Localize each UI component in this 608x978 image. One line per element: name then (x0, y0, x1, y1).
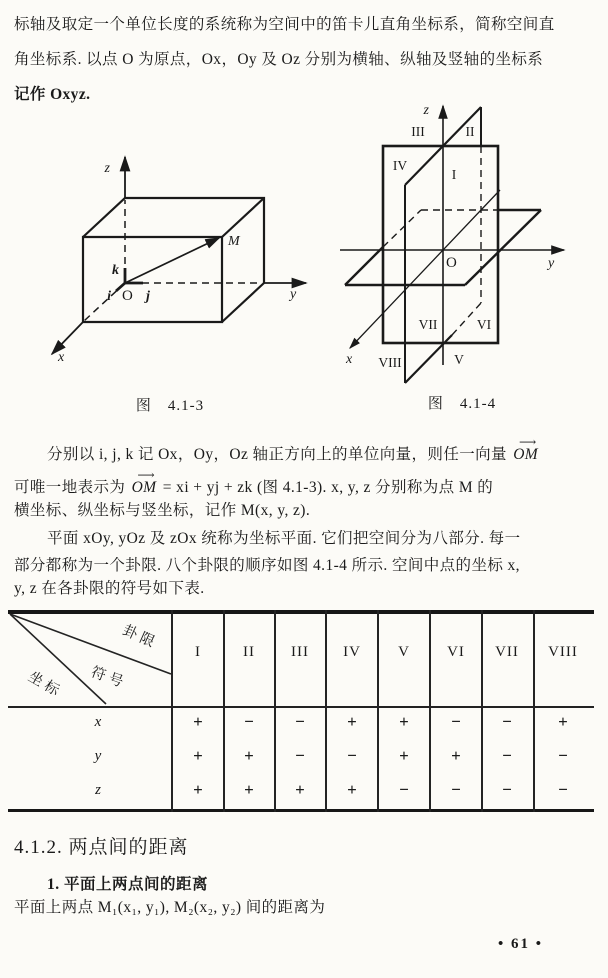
corner-label-sign: 符号 (88, 664, 129, 693)
column-header: V (398, 644, 410, 660)
column-divider (377, 610, 379, 812)
section-sub2: 平面上两点 M₁(x₁, y₁), M₂(x₂, y₂) 间的距离为 (14, 899, 326, 916)
column-header: VIII (548, 644, 578, 660)
row-label-z: z (95, 782, 101, 798)
para2-line-2 (14, 468, 494, 499)
z-axis-label: z (104, 161, 110, 176)
j-unit-label: j (146, 289, 150, 304)
x-axis-label: x (346, 352, 353, 367)
octant-1-label: I (451, 167, 457, 182)
sign-cell: + (399, 746, 409, 765)
sign-cell: − (502, 746, 512, 765)
column-divider (223, 610, 225, 812)
para2-line-2-pre: 可唯一地表示为 (14, 479, 130, 496)
section-heading: 4.1.2. 两点间的距离 (14, 837, 189, 858)
column-header: VI (447, 644, 465, 660)
i-unit-label: i (107, 289, 111, 304)
sign-cell: + (244, 780, 254, 799)
para2-line-1 (47, 435, 540, 466)
octant-6-label: VI (476, 317, 492, 332)
sign-cell: − (451, 712, 461, 731)
sign-cell: − (295, 746, 305, 765)
z-axis-label: z (423, 103, 429, 118)
x-axis-label: x (58, 350, 65, 365)
sign-cell: + (193, 780, 203, 799)
column-header: III (291, 644, 309, 660)
sign-cell: + (295, 780, 305, 799)
sign-cell: + (193, 712, 203, 731)
y-axis-label: y (548, 256, 555, 271)
om-vector-text: OM (513, 446, 539, 463)
column-divider (325, 610, 327, 812)
row-label-y: y (94, 748, 102, 764)
sign-cell: − (502, 780, 512, 799)
origin-label: O (122, 288, 133, 304)
intro-line-3: 记作 Oxyz. (14, 86, 91, 103)
sign-cell: − (558, 746, 568, 765)
octant-2-label: II (465, 124, 475, 139)
page-number: • 61 • (498, 936, 544, 952)
octant-8-label: VIII (378, 355, 402, 370)
intro-line-2: 角坐标系. 以点 O 为原点，Ox，Oy 及 Oz 分别为横轴、纵轴及竖轴的坐标系 (14, 51, 544, 68)
sign-cell: + (193, 746, 203, 765)
column-divider (533, 610, 535, 812)
figure-4-1-4 (322, 95, 582, 407)
row-label-x: x (94, 714, 102, 730)
column-header: VII (495, 644, 519, 660)
column-header: I (195, 644, 201, 660)
octant-5-label: V (454, 352, 464, 367)
para2-line-3: 横坐标、纵坐标与竖坐标，记作 M(x, y, z). (14, 502, 311, 519)
para2-line-1-text: 分别以 i, j, k 记 Ox，Oy，Oz 轴正方向上的单位向量，则任一向量 (47, 446, 512, 463)
sign-cell: − (347, 746, 357, 765)
sign-cell: + (399, 712, 409, 731)
sign-cell: − (295, 712, 305, 731)
corner-cell-diagonals (8, 610, 172, 706)
para2-line-2-post: = xi + yj + zk (图 4.1-3). x, y, z 分别称为点 M 的 (158, 479, 494, 496)
figure-4-1-3 (18, 130, 318, 402)
om-vector-line (125, 238, 219, 283)
sign-cell: − (399, 780, 409, 799)
corner-label-coordinate: 坐标 (25, 668, 66, 702)
para3-line-2: 部分都称为一个卦限. 八个卦限的顺序如图 4.1-4 所示. 空间中点的坐标 x, (14, 557, 520, 574)
vector-arrow-icon: ⟶ (137, 468, 155, 482)
sign-cell: − (244, 712, 254, 731)
octant-7-label: VII (418, 317, 438, 332)
om-vector (511, 435, 540, 466)
sign-cell: + (347, 780, 357, 799)
column-divider (429, 610, 431, 812)
octant-3-label: III (411, 124, 425, 139)
column-divider (274, 610, 276, 812)
figure-4-1-3-caption: 图 4.1-3 (135, 398, 205, 414)
column-header: IV (343, 644, 361, 660)
sign-cell: + (244, 746, 254, 765)
table-header-rule (8, 706, 594, 708)
axes (52, 157, 306, 354)
sign-cell: − (502, 712, 512, 731)
column-header: II (243, 644, 255, 660)
octant-4-label: IV (392, 158, 408, 173)
octant-sign-table (8, 610, 594, 812)
om-vector-text: OM (131, 479, 157, 496)
corner-label-octant: 卦限 (120, 622, 161, 653)
om-vector (130, 468, 159, 499)
y-axis-label: y (290, 287, 297, 302)
column-divider (481, 610, 483, 812)
sign-cell: − (451, 780, 461, 799)
sign-cell: + (451, 746, 461, 765)
figure-4-1-4-caption: 图 4.1-4 (427, 396, 497, 412)
intro-line-1: 标轴及取定一个单位长度的系统称为空间中的笛卡儿直角坐标系，简称空间直 (14, 16, 555, 33)
sign-cell: − (558, 780, 568, 799)
sign-cell: + (347, 712, 357, 731)
origin-label: O (446, 255, 457, 271)
para3-line-1: 平面 xOy, yOz 及 zOx 统称为坐标平面. 它们把空间分为八部分. 每一 (47, 530, 521, 547)
sign-cell: + (558, 712, 568, 731)
vector-arrow-icon: ⟶ (519, 435, 537, 449)
point-m-label: M (228, 234, 240, 249)
table-bottom-rule (8, 809, 594, 812)
section-sub1: 1. 平面上两点间的距离 (47, 876, 209, 893)
k-unit-label: k (112, 263, 119, 278)
para3-line-3: y, z 在各卦限的符号如下表. (14, 580, 205, 597)
